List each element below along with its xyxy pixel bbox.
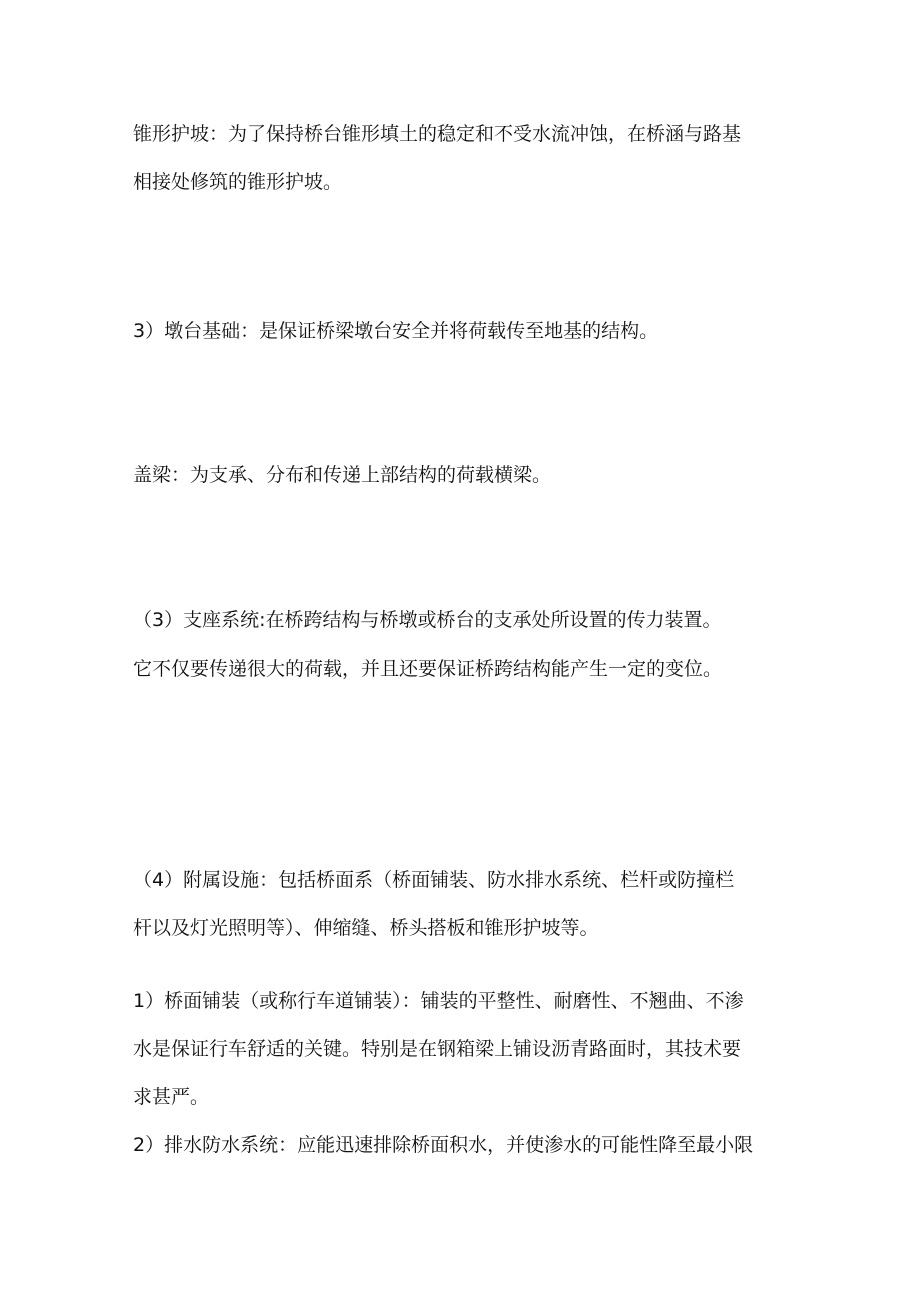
paragraph-ancillary-facilities-line-1: （4）附属设施：包括桥面系（桥面铺装、防水排水系统、栏杆或防撞栏 xyxy=(133,869,735,891)
paragraph-ancillary-facilities-line-2: 杆以及灯光照明等）、伸缩缝、桥头搭板和锥形护坡等。 xyxy=(133,917,599,939)
paragraph-cone-slope-line-2: 相接处修筑的锥形护坡。 xyxy=(133,171,343,193)
paragraph-deck-pavement-line-2: 水是保证行车舒适的关键。特别是在钢箱梁上铺设沥青路面时，其技术要 xyxy=(133,1038,742,1060)
paragraph-pier-foundation: 3）墩台基础：是保证桥梁墩台安全并将荷载传至地基的结构。 xyxy=(133,320,659,342)
paragraph-cone-slope-line-1: 锥形护坡：为了保持桥台锥形填土的稳定和不受水流冲蚀，在桥涵与路基 xyxy=(133,123,742,145)
paragraph-bearing-system-line-2: 它不仅要传递很大的荷载，并且还要保证桥跨结构能产生一定的变位。 xyxy=(133,658,723,680)
paragraph-cap-beam: 盖梁：为支承、分布和传递上部结构的荷载横梁。 xyxy=(133,464,552,486)
paragraph-bearing-system-line-1: （3）支座系统:在桥跨结构与桥墩或桥台的支承处所设置的传力装置。 xyxy=(133,609,722,631)
paragraph-deck-pavement-line-3: 求甚严。 xyxy=(133,1086,210,1108)
paragraph-drainage-system-line-1: 2）排水防水系统：应能迅速排除桥面积水，并使渗水的可能性降至最小限 xyxy=(133,1134,754,1156)
paragraph-deck-pavement-line-1: 1）桥面铺装（或称行车道铺装）：铺装的平整性、耐磨性、不翘曲、不渗 xyxy=(133,990,744,1012)
